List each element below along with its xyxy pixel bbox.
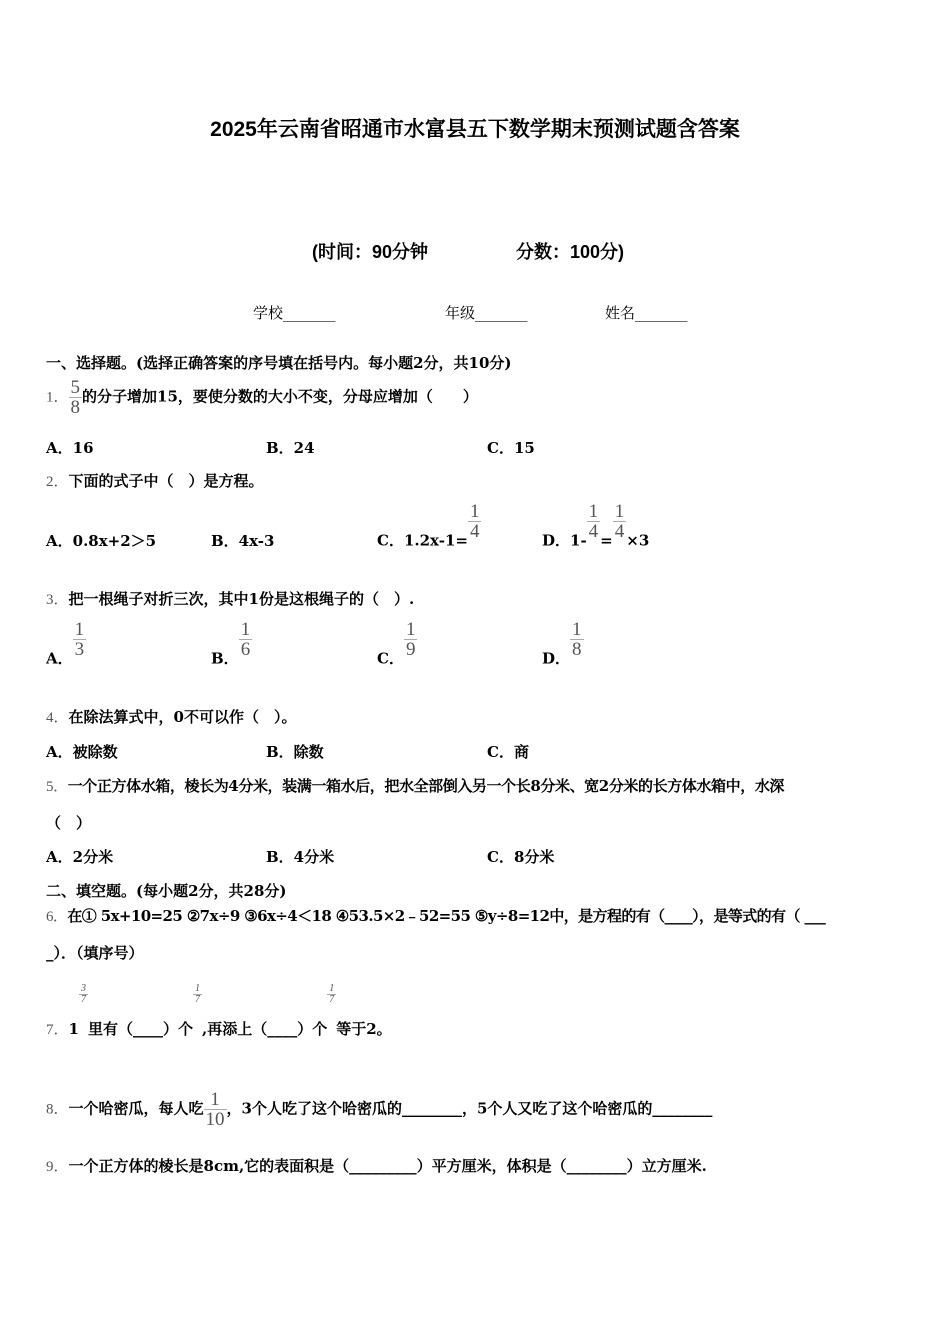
- option-b: B．24: [266, 439, 315, 457]
- question-number: 1．: [46, 389, 69, 406]
- name-field: 姓名_______: [605, 304, 688, 322]
- question-1: [46, 378, 478, 417]
- question-5: 5．一个正方体水箱，棱长为4分米，装满一箱水后，把水全部倒入另一个长8分米、宽2分米的长方体水箱中，水深: [46, 777, 785, 795]
- option-c: C．1.2x-1= $\frac{1}{4}$: [377, 501, 480, 550]
- question-5-cont: （ ）: [46, 814, 92, 832]
- section-2-heading: 二、填空题。(每小题2分，共28分): [46, 882, 287, 900]
- option-b: B．除数: [266, 743, 324, 761]
- option-b: B．4x-3: [211, 532, 275, 550]
- option-d: D． $\frac{1}{8}$: [542, 619, 582, 668]
- question-4: 4．在除法算式中，0不可以作（ ）。: [46, 708, 297, 726]
- question-6: 6．在① 5x+10=25 ②7x÷9 ③6x÷4＜18 ④53.5×2﹣52=55 ⑤y÷8=12中，是方程的有（____），是等式的有（ ___: [46, 907, 826, 925]
- page-title: 2025年云南省昭通市水富县五下数学期末预测试题含答案: [210, 118, 740, 141]
- question-9: 9．一个正方体的棱长是8cm,它的表面积是（_________）平方厘米，体积是（________）立方厘米.: [46, 1157, 707, 1175]
- school-field: 学校_______: [253, 304, 336, 322]
- question-2: 2．下面的式子中（ ）是方程。: [46, 472, 264, 490]
- time-label: (时间：90分钟: [312, 242, 429, 262]
- score-label: 分数：100分): [516, 242, 625, 262]
- option-b: B． $\frac{1}{6}$: [211, 619, 251, 668]
- option-a: A．0.8x+2＞5: [46, 532, 157, 550]
- option-c: C． $\frac{1}{9}$: [377, 619, 416, 668]
- question-3: 3．把一根绳子对折三次，其中1份是这根绳子的（ ）.: [46, 590, 415, 608]
- option-a: A．被除数: [46, 743, 118, 761]
- option-c: C．8分米: [487, 848, 555, 866]
- option-d: D．1- $\frac{1}{4}$ = $\frac{1}{4}$ ×3: [542, 501, 650, 550]
- question-8: 8．一个哈密瓜，每人吃 $\frac{1}{10}$ ，3个人吃了这个哈密瓜的________，5个人又吃了这个哈密瓜的________: [46, 1089, 713, 1130]
- option-c: C．15: [487, 439, 535, 457]
- grade-field: 年级_______: [445, 304, 528, 322]
- section-1-heading: 一、选择题。(选择正确答案的序号填在括号内。每小题2分，共10分): [46, 354, 512, 372]
- option-a: A． $\frac{1}{3}$: [46, 619, 85, 668]
- option-a: A．16: [46, 439, 94, 457]
- question-6-cont: _）．（填序号）: [46, 944, 144, 962]
- option-b: B．4分米: [266, 848, 335, 866]
- question-text: 的分子增加15，要使分数的大小不变，分母应增加（ ）: [82, 387, 478, 406]
- option-c: C．商: [487, 743, 529, 761]
- fraction: $\frac{5}{8}$: [70, 377, 81, 418]
- question-7: 7．1 $\frac{3}{7}$ 里有（____）个 $\frac{1}{7}$ ,再添上（____）个 $\frac{1}{7}$ 等于2。: [46, 983, 392, 1038]
- option-a: A．2分米: [46, 848, 114, 866]
